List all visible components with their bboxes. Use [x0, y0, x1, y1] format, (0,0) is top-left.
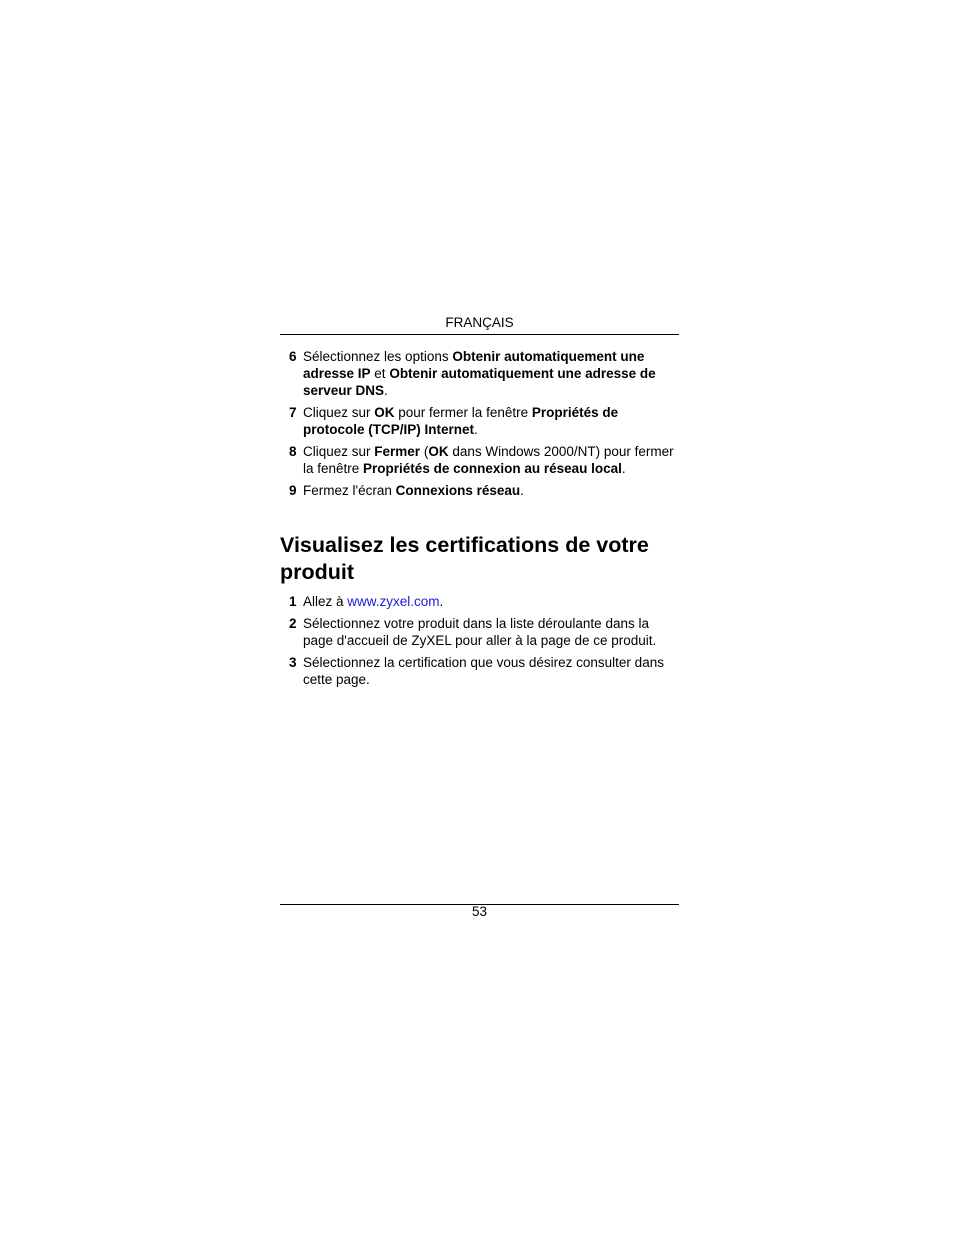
tcpip-properties-label: Propriétés de protocole (TCP/IP) Internet — [303, 405, 619, 437]
ok-label: OK — [374, 405, 395, 420]
document-page — [280, 0, 679, 1235]
step-text: Sélectionnez les options Obtenir automatiquement une adresse IP et Obtenir automatiquement une adresse de serveur DNS. — [303, 349, 656, 398]
close-label: Fermer — [374, 444, 421, 459]
zyxel-website-link[interactable]: www.zyxel.com — [347, 594, 440, 609]
step-text: Cliquez sur OK pour fermer la fenêtre Propriétés de protocole (TCP/IP) Internet. — [303, 405, 619, 437]
step-number: 7 — [289, 405, 297, 420]
option-obtain-dns: Obtenir automatiquement une adresse de serveur DNS — [303, 366, 656, 398]
option-obtain-ip: Obtenir automatiquement une adresse IP — [303, 349, 645, 381]
certification-steps — [280, 593, 679, 693]
page-number: 53 — [471, 904, 488, 919]
step-6 — [280, 348, 679, 399]
step-text: Sélectionnez votre produit dans la liste déroulante dans la page d'accueil de ZyXEL pour aller à la page de ce produit. — [303, 616, 657, 648]
header-divider — [280, 334, 679, 335]
step-number: 3 — [289, 655, 297, 670]
step-number: 2 — [289, 616, 297, 631]
step-text: Allez à www.zyxel.com. — [303, 594, 444, 609]
step-2 — [280, 615, 679, 649]
step-9 — [280, 482, 679, 499]
network-connections-label: Connexions réseau — [395, 483, 521, 498]
network-config-steps — [280, 348, 679, 504]
step-text: Cliquez sur Fermer (OK dans Windows 2000/NT) pour fermer la fenêtre Propriétés de connexion au réseau local. — [303, 444, 674, 476]
step-8 — [280, 443, 679, 477]
step-number: 1 — [289, 594, 297, 609]
lan-properties-label: Propriétés de connexion au réseau local — [363, 461, 622, 476]
step-text: Sélectionnez la certification que vous désirez consulter dans cette page. — [303, 655, 664, 687]
step-number: 9 — [289, 483, 297, 498]
section-title: Visualisez les certifications de votre produit — [280, 533, 649, 584]
step-3 — [280, 654, 679, 688]
step-number: 6 — [289, 349, 297, 364]
step-1 — [280, 593, 679, 610]
language-header: FRANÇAIS — [445, 315, 514, 330]
ok-label: OK — [428, 444, 449, 459]
step-7 — [280, 404, 679, 438]
step-number: 8 — [289, 444, 297, 459]
step-text: Fermez l'écran Connexions réseau. — [303, 483, 524, 498]
